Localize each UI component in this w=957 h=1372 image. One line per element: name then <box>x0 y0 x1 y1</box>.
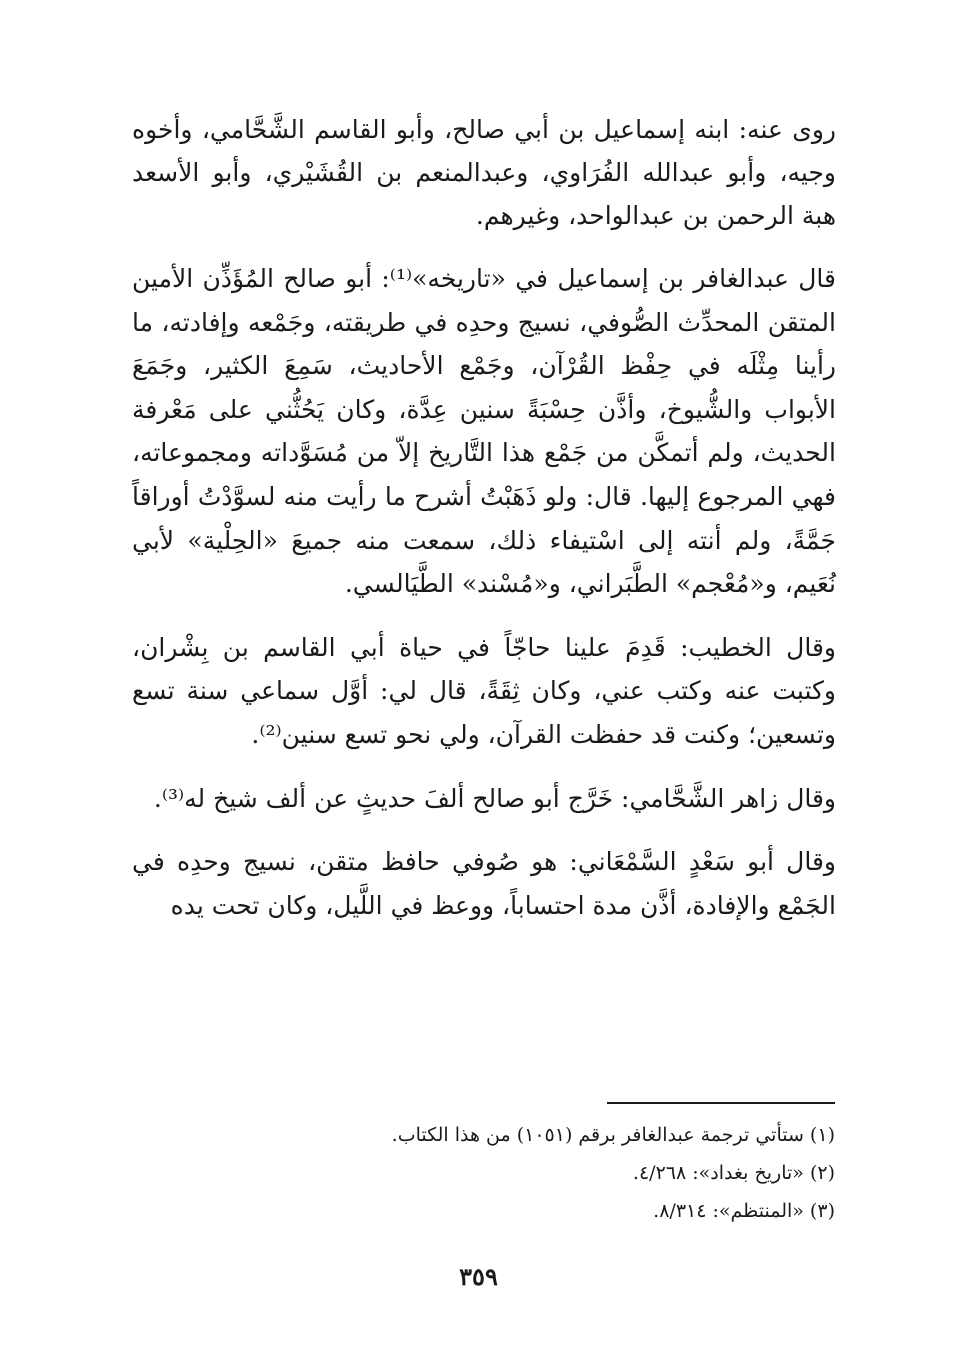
paragraph-samani-quote: وقال أبو سَعْدٍ السَّمْعَاني: هو صُوفي حافظ متقن، نسيج وحدِه في الجَمْع والإفادة، أذَّن مدة احتساباً، ووعظ في اللَّيل، وكان تحت يده <box>132 847 836 920</box>
main-text <box>132 108 836 927</box>
paragraph-narrators: روى عنه: ابنه إسماعيل بن أبي صالح، وأبو القاسم الشَّحَّامي، وأخوه وجيه، وأبو عبدالله الفُرَاوي، وعبدالمنعم بن القُشَيْري، وأبو الأسعد هبة الرحمن بن عبدالواحد، وغيرهم. <box>132 115 836 230</box>
footnote-1: (١) ستأتي ترجمة عبدالغافر برقم (١٠٥١) من هذا الكتاب. <box>391 1124 835 1146</box>
footnote-divider <box>607 1102 835 1104</box>
page-number: ٣٥٩ <box>459 1262 498 1291</box>
footnotes <box>131 1116 835 1230</box>
paragraph-abdulghafir-quote: قال عبدالغافر بن إسماعيل في «تاريخه»⁽¹⁾: أبو صالح المُؤَذِّن الأمين المتقن المحدِّث الصُّوفي، نسيج وحدِه في طريقته، وجَمْعه وإفادته، ما رأينا مِثْلَه في حِفْظ القُرْآن، وجَمْع الأحاديث، سَمِعَ الكثير، وجَمَعَ الأبواب والشُّيوخ، وأذَّن حِسْبَةً سنين عِدَّة، وكان يَحُثُّني على مَعْرفة الحديث، ولم أتمكَّن من جَمْع هذا التَّاريخ إلاّ من مُسَوَّداته ومجموعاته، فهي المرجوع إليها. قال: ولو ذَهَبْتُ أشرح ما رأيت منه لسوَّدْتُ أوراقاً جَمَّةً، ولم أنته إلى اسْتيفاء ذلك، سمعت منه جميعَ «الحِلْية» لأبي نُعَيم، و«مُعْجم» الطَّبَراني، و«مُسْند» الطَّيَالسي. <box>132 264 837 599</box>
footnote-2: (٢) «تاريخ بغداد»: ٤/٢٦٨. <box>632 1162 835 1184</box>
paragraph-zahir-quote: وقال زاهر الشَّحَّامي: خَرَّج أبو صالح ألفَ حديثٍ عن ألف شيخ له⁽³⁾. <box>153 783 836 813</box>
footnote-3: (٣) «المنتظم»: ٨/٣١٤. <box>653 1200 835 1222</box>
paragraph-khatib-quote: وقال الخطيب: قَدِمَ علينا حاجّاً في حياة أبي القاسم بن بِشْران، وكتبت عنه وكتب عني، وكان ثِقَةً، قال لي: أوَّل سماعي سنة تسع وتسعين؛ وكنت قد حفظت القرآن، ولي نحو تسع سنين⁽²⁾. <box>132 632 836 749</box>
